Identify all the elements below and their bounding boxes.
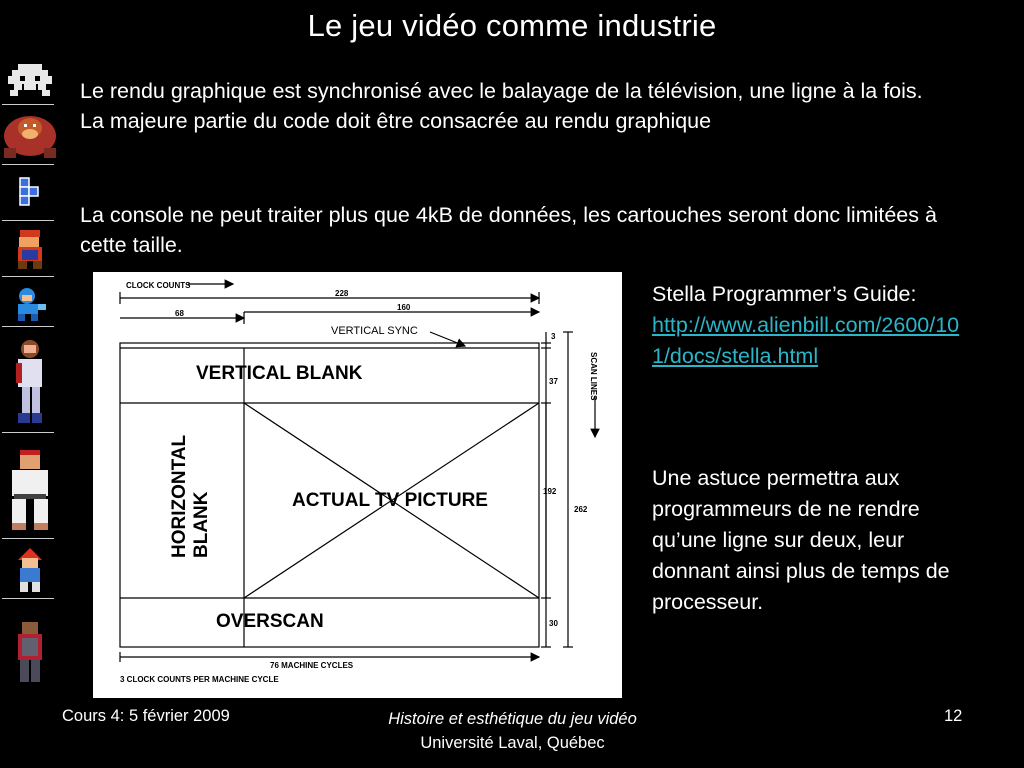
ryu-icon [0,444,60,539]
strider-icon [0,335,60,435]
overscan-lines-label: 30 [549,619,558,628]
tv-frame-diagram [93,272,622,698]
horizontal-label: HORIZONTAL [169,434,190,558]
simon-belmont-icon [0,618,60,693]
vertical-sync-label: VERTICAL SYNC [331,325,418,337]
visible-clocks-label: 160 [397,303,411,312]
vsync-lines-label: 3 [551,332,556,341]
footer-university: Université Laval, Québec [420,734,605,752]
vertical-blank-label: VERTICAL BLANK [196,363,363,384]
clock-per-cycle-label: 3 CLOCK COUNTS PER MACHINE CYCLE [120,675,279,684]
clock-counts-label: CLOCK COUNTS [126,281,191,290]
slide-title: Le jeu vidéo comme industrie [307,8,717,43]
donkey-kong-icon [0,110,60,167]
mega-man-icon [0,284,60,329]
total-clocks-label: 228 [335,289,349,298]
page-number: 12 [944,707,963,725]
tip-paragraph: Une astuce permettra aux programmeurs de ne rendre qu’une ligne sur deux, leur donnant ainsi plus de temps de processeur. [652,466,950,614]
sprite-column [0,60,60,690]
guide-label: Stella Programmer’s Guide: [652,282,917,306]
paragraph-scan-sync: Le rendu graphique est synchronisé avec le balayage de la télévision, une ligne à la fois. La majeure partie du code doit être consacrée au rendu graphique [80,79,923,133]
guide-link[interactable]: http://www.alienbill.com/2600/101/docs/stella.html [652,313,960,368]
chrono-icon [0,546,60,601]
vblank-lines-label: 37 [549,377,558,386]
hblank-clocks-label: 68 [175,309,184,318]
actual-picture-label: ACTUAL TV PICTURE [292,490,488,511]
overscan-label: OVERSCAN [216,611,324,632]
blank-label: BLANK [191,491,212,558]
scan-lines-label: SCAN LINES [589,352,598,401]
paragraph-memory-limit: La console ne peut traiter plus que 4kB de données, les cartouches seront donc limitées à cette taille. [80,203,937,257]
machine-cycles-label: 76 MACHINE CYCLES [270,661,354,670]
picture-lines-label: 192 [543,487,557,496]
footer-course-title: Histoire et esthétique du jeu vidéo [388,710,637,728]
space-invader-icon [0,60,60,109]
footer-course [300,707,725,755]
tetromino-icon [0,174,60,221]
mario-icon [0,226,60,279]
total-lines-label: 262 [574,505,588,514]
stella-guide-reference [652,279,962,372]
footer-date: Cours 4: 5 février 2009 [62,707,230,725]
